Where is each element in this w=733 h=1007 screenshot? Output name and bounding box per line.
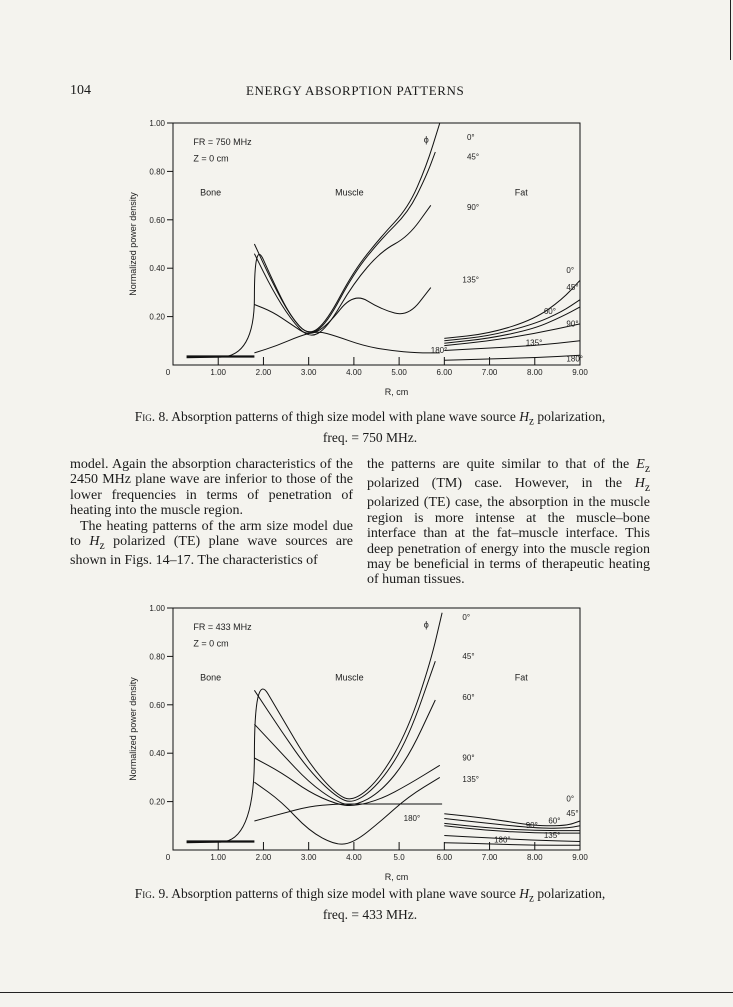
x-tick-label: 0 bbox=[165, 853, 171, 862]
chart-annotation: Z = 0 cm bbox=[193, 638, 229, 649]
curve-label: 180° bbox=[494, 835, 511, 845]
series-line bbox=[254, 700, 435, 805]
curve-label: 135° bbox=[543, 830, 561, 840]
subscript: z bbox=[99, 538, 105, 552]
chart-annotation: Fat bbox=[514, 672, 528, 683]
x-tick-label: 4.00 bbox=[346, 853, 362, 862]
curve-label: 45° bbox=[466, 152, 480, 162]
body-column-right bbox=[367, 457, 650, 588]
figure-8-caption-lead: Fig. 8. bbox=[134, 409, 169, 424]
y-tick-label: 0.40 bbox=[149, 749, 165, 759]
curve-label: 0° bbox=[466, 132, 475, 142]
chart-annotation: Bone bbox=[200, 672, 222, 683]
y-tick-label: 0.80 bbox=[149, 652, 165, 662]
text-run: polarized (TE) plane wave sources are shown in Figs. 14–17. The characteristics of bbox=[70, 534, 353, 569]
x-tick-label: 0 bbox=[165, 368, 171, 377]
figure-9-caption-symbol: H bbox=[519, 886, 529, 901]
curve-label: 60° bbox=[548, 816, 561, 826]
x-tick-label: 2.00 bbox=[255, 368, 272, 377]
curve-label: 60° bbox=[543, 307, 556, 317]
x-tick-label: 6.00 bbox=[436, 853, 453, 862]
y-tick-label: 0.20 bbox=[149, 797, 165, 807]
y-tick-label: 0.40 bbox=[149, 264, 165, 274]
x-tick-label: 7.00 bbox=[481, 853, 498, 862]
curve-label: 90° bbox=[525, 821, 538, 831]
paragraph bbox=[70, 519, 353, 569]
chart-annotation: Muscle bbox=[335, 187, 364, 198]
curve-label: 90° bbox=[566, 319, 579, 329]
text-run: polarized (TM) case. However, in the bbox=[367, 476, 635, 492]
y-axis-label: Normalized power density bbox=[128, 677, 138, 781]
symbol-hz: H bbox=[634, 476, 645, 492]
curve-label: 90° bbox=[466, 203, 480, 213]
figure-8-caption-symbol: H bbox=[519, 409, 529, 424]
x-tick-label: 5.0 bbox=[393, 853, 405, 862]
figure-8-caption-text-end: polarization, bbox=[533, 409, 606, 424]
curve-label: 135° bbox=[525, 338, 543, 348]
figure-9-caption-text-end: polarization, bbox=[533, 886, 606, 901]
series-line bbox=[444, 300, 580, 341]
symbol-hz: H bbox=[89, 534, 100, 550]
y-tick-label: 0.60 bbox=[149, 215, 165, 225]
text-run: polarized (TE) case, the absorption in the muscle region is more intense at the muscle–bone interface than at the fat–muscle interface. This deep penetration of energy into the muscle region may be beneficial in terms of therapeutic heating of human tissues. bbox=[367, 495, 650, 588]
chart-annotation: Fat bbox=[514, 187, 528, 198]
x-tick-label: 3.00 bbox=[300, 853, 317, 862]
y-tick-label: 0.60 bbox=[149, 700, 165, 710]
curve-label: 45° bbox=[462, 651, 475, 661]
curve-label: 90° bbox=[462, 753, 475, 763]
x-tick-label: 8.00 bbox=[526, 368, 543, 377]
figure-8-chart bbox=[0, 115, 733, 405]
x-tick-label: 3.00 bbox=[300, 368, 317, 377]
series-line bbox=[254, 332, 439, 353]
figure-9-chart bbox=[0, 600, 733, 882]
curve-label: 0° bbox=[566, 794, 575, 804]
curve-label: 0° bbox=[462, 613, 471, 623]
chart-annotation: Muscle bbox=[335, 672, 364, 683]
figure-9-caption-text: Absorption patterns of thigh size model with plane wave source bbox=[168, 886, 520, 901]
chart-annotation: ϕ bbox=[423, 619, 429, 630]
curve-label: 180° bbox=[430, 345, 448, 355]
plot-frame bbox=[173, 608, 580, 850]
curve-label: 180° bbox=[566, 354, 583, 364]
curve-label: 135° bbox=[462, 275, 479, 285]
chart-annotation: FR = 750 MHz bbox=[193, 136, 252, 147]
x-tick-label: 9.00 bbox=[572, 853, 588, 862]
x-axis-label: R, cm bbox=[384, 872, 409, 882]
curve-label: 60° bbox=[462, 692, 475, 702]
plot-frame bbox=[173, 123, 580, 365]
curve-label: 45° bbox=[566, 809, 579, 819]
x-tick-label: 8.00 bbox=[526, 853, 543, 862]
figure-9-caption bbox=[70, 886, 670, 923]
curve-label: 180° bbox=[403, 813, 421, 823]
figure-9-caption-lead: Fig. 9. bbox=[134, 886, 169, 901]
chart-annotation: ϕ bbox=[423, 134, 429, 145]
y-tick-label: 0.80 bbox=[149, 167, 165, 177]
running-head: ENERGY ABSORPTION PATTERNS bbox=[246, 83, 465, 98]
curve-label: 45° bbox=[566, 282, 579, 292]
figure-8-caption-freq: freq. = 750 MHz. bbox=[322, 429, 418, 445]
scan-edge-right bbox=[730, 0, 731, 60]
x-tick-label: 6.00 bbox=[436, 368, 453, 377]
x-tick-label: 1.00 bbox=[210, 853, 227, 862]
subscript: z bbox=[644, 461, 650, 475]
figure-8-caption-text: Absorption patterns of thigh size model with plane wave source bbox=[168, 409, 520, 424]
x-tick-label: 9.00 bbox=[572, 368, 588, 377]
series-line bbox=[444, 355, 580, 360]
body-column-left bbox=[70, 457, 353, 569]
series-line bbox=[254, 205, 430, 335]
curve-label: 135° bbox=[462, 775, 479, 785]
y-axis-label: Normalized power density bbox=[128, 192, 138, 296]
y-tick-label: 1.00 bbox=[149, 119, 165, 128]
paragraph bbox=[367, 457, 650, 588]
y-tick-label: 1.00 bbox=[149, 604, 165, 613]
figure-8-caption bbox=[70, 409, 670, 446]
x-tick-label: 2.00 bbox=[255, 853, 272, 862]
series-line bbox=[254, 777, 439, 844]
series-line bbox=[444, 338, 580, 351]
x-tick-label: 4.00 bbox=[346, 368, 362, 377]
page-number: 104 bbox=[70, 83, 91, 98]
series-line bbox=[444, 843, 580, 846]
curve-label: 0° bbox=[566, 266, 575, 276]
chart-annotation: Bone bbox=[200, 187, 222, 198]
series-line bbox=[444, 324, 580, 346]
x-tick-label: 5.00 bbox=[391, 368, 407, 377]
subscript: z bbox=[644, 481, 650, 494]
figure-9-caption-freq: freq. = 433 MHz. bbox=[322, 906, 418, 922]
x-tick-label: 7.00 bbox=[481, 368, 498, 377]
scan-edge-bottom bbox=[0, 992, 733, 993]
chart-annotation: Z = 0 cm bbox=[193, 153, 229, 164]
x-axis-label: R, cm bbox=[384, 387, 409, 397]
paragraph: model. Again the absorption characteristics of the 2450 MHz plane wave are inferior to those of the lower frequencies in terms of penetration of heating into the muscle region. bbox=[70, 457, 353, 519]
chart-annotation: FR = 433 MHz bbox=[193, 621, 252, 632]
text-run: The heating patterns of the arm size model due to bbox=[70, 518, 353, 550]
x-tick-label: 1.00 bbox=[210, 368, 227, 377]
symbol-ez: E bbox=[636, 457, 645, 472]
text-run: the patterns are quite similar to that of the bbox=[367, 457, 637, 472]
figure-8-caption-subscript: z bbox=[528, 415, 534, 428]
y-tick-label: 0.20 bbox=[149, 312, 165, 322]
figure-9-caption-subscript: z bbox=[528, 892, 534, 905]
